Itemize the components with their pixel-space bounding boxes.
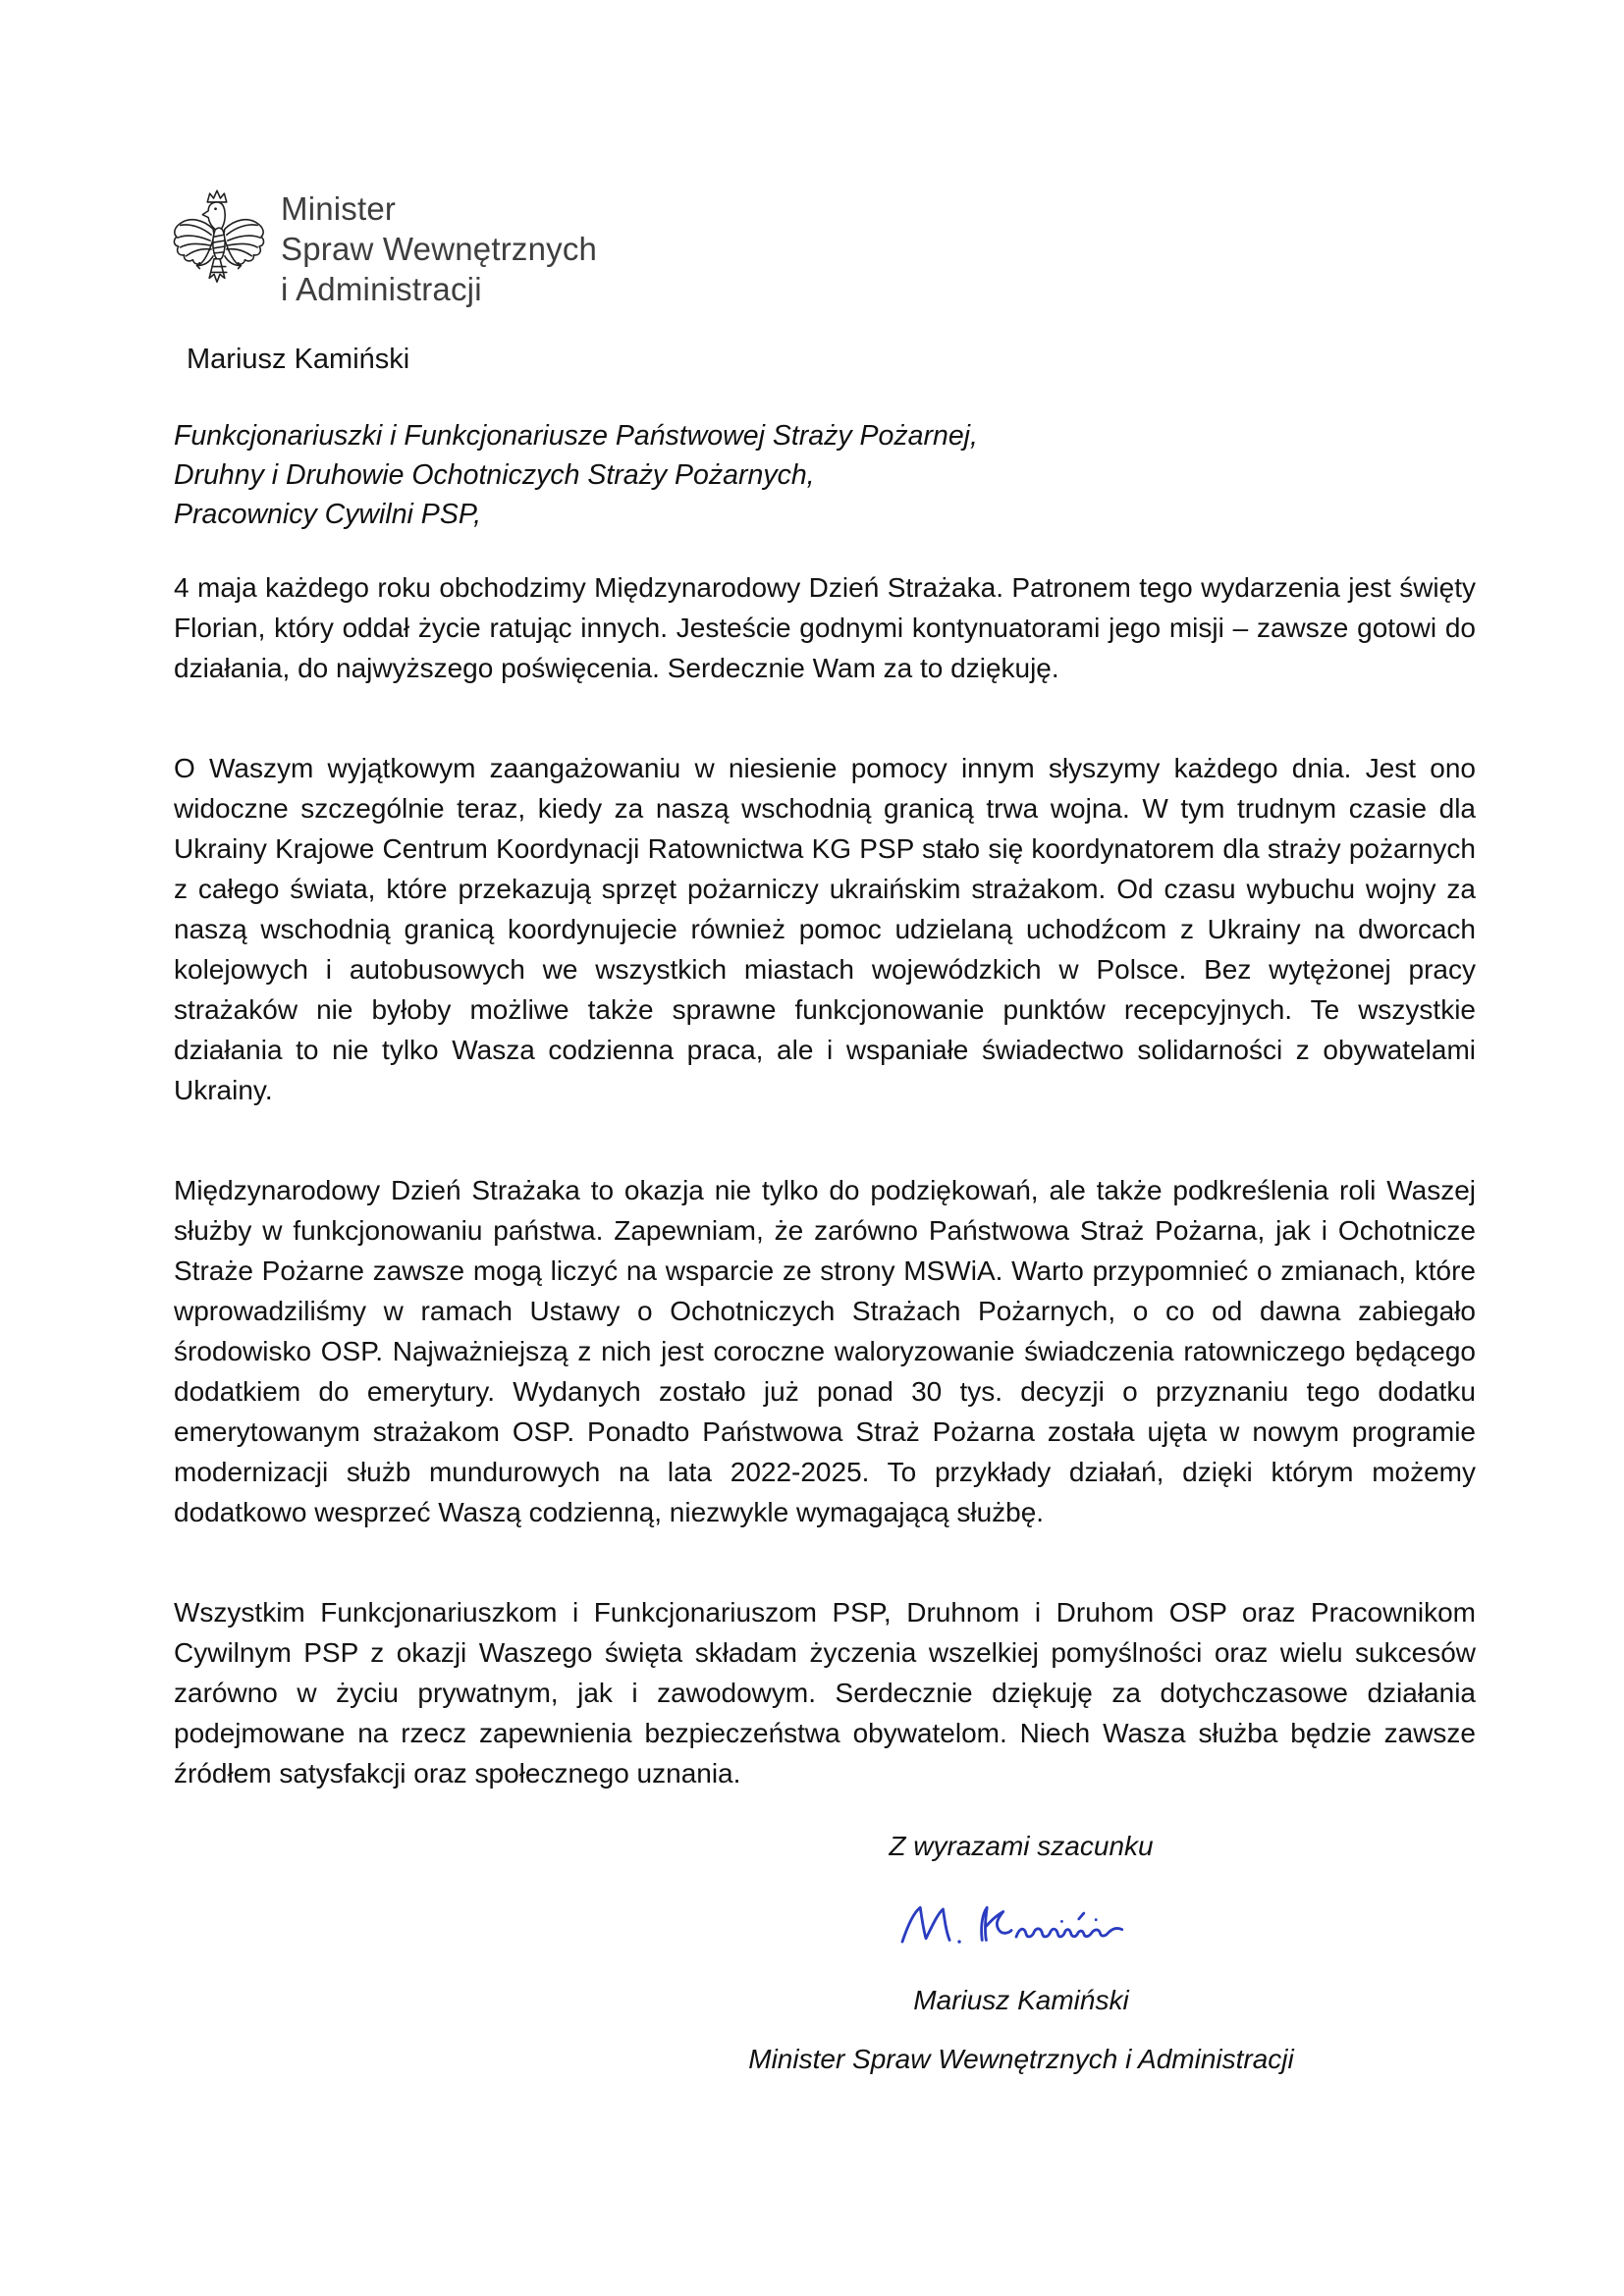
letter-body (174, 567, 1476, 1793)
closing-block (579, 1826, 1463, 2079)
minister-name: Mariusz Kamiński (187, 344, 410, 375)
salutation-line-3: Pracownicy Cywilni PSP, (174, 499, 482, 530)
handwritten-signature (579, 1899, 1463, 1956)
coat-of-arms-eagle-icon (169, 187, 265, 306)
signature-ink-icon (869, 1899, 1173, 1956)
signed-name: Mariusz Kamiński (913, 1985, 1129, 2015)
ministry-title-line-3: i Administracji (281, 271, 482, 307)
signed-title: Minister Spraw Wewnętrznych i Administracji (748, 2044, 1294, 2074)
ministry-title-line-2: Spraw Wewnętrznych (281, 231, 598, 267)
body-paragraph-1: 4 maja każdego roku obchodzimy Międzynarodowy Dzień Strażaka. Patronem tego wydarzenia jest święty Florian, który oddał życie ratując innych. Jesteście godnymi kontynuatorami jego misji – zawsze gotowi do działania, do najwyższego poświęcenia. Serdecznie Wam za to dziękuję. (174, 572, 1476, 683)
ministry-title-line-1: Minister (281, 190, 397, 227)
valediction: Z wyrazami szacunku (889, 1831, 1154, 1861)
body-paragraph-4: Wszystkim Funkcjonariuszkom i Funkcjonariuszom PSP, Druhnom i Druhom OSP oraz Pracownikom Cywilnym PSP z okazji Waszego święta składam życzenia wszelkiej pomyślności oraz wielu sukcesów zarówno w życiu prywatnym, jak i zawodowym. Serdecznie dziękuję za dotychczasowe działania podejmowane na rzecz zapewnienia bezpieczeństwa obywatelom. Niech Wasza służba będzie zawsze źródłem satysfakcji oraz społecznego uznania. (174, 1597, 1476, 1789)
body-paragraph-3: Międzynarodowy Dzień Strażaka to okazja nie tylko do podziękowań, ale także podkreślenia roli Waszej służby w funkcjonowaniu państwa. Zapewniam, że zarówno Państwowa Straż Pożarna, jak i Ochotnicze Straże Pożarne zawsze mogą liczyć na wsparcie ze strony MSWiA. Warto przypomnieć o zmianach, które wprowadziliśmy w ramach Ustawy o Ochotniczych Strażach Pożarnych, o co od dawna zabiegało środowisko OSP. Najważniejszą z nich jest coroczne waloryzowanie świadczenia ratowniczego będącego dodatkiem do emerytury. Wydanych zostało już ponad 30 tys. decyzji o przyznaniu tego dodatku emerytowanym strażakom OSP. Ponadto Państwowa Straż Pożarna została ujęta w nowym programie modernizacji służb mundurowych na lata 2022-2025. To przykłady działań, dzięki którym możemy dodatkowo wesprzeć Waszą codzienną, niezwykle wymagającą służbę. (174, 1175, 1476, 1527)
letterhead (169, 187, 597, 309)
salutation-line-1: Funkcjonariuszki i Funkcjonariusze Państwowej Straży Pożarnej, (174, 420, 978, 452)
salutation (174, 416, 1480, 534)
ministry-title (281, 187, 597, 309)
salutation-line-2: Druhny i Druhowie Ochotniczych Straży Pożarnych, (174, 459, 815, 491)
body-paragraph-2: O Waszym wyjątkowym zaangażowaniu w niesienie pomocy innym słyszymy każdego dnia. Jest ono widoczne szczególnie teraz, kiedy za naszą wschodnią granicą trwa wojna. W tym trudnym czasie dla Ukrainy Krajowe Centrum Koordynacji Ratownictwa KG PSP stało się koordynatorem dla straży pożarnych z całego świata, które przekazują sprzęt pożarniczy ukraińskim strażakom. Od czasu wybuchu wojny za naszą wschodnią granicą koordynujecie również pomoc udzielaną uchodźcom z Ukrainy na dworcach kolejowych i autobusowych we wszystkich miastach wojewódzkich w Polsce. Bez wytężonej pracy strażaków nie byłoby możliwe także sprawne funkcjonowanie punktów recepcyjnych. Te wszystkie działania to nie tylko Wasza codzienna praca, ale i wspaniałe świadectwo solidarności z obywatelami Ukrainy. (174, 753, 1476, 1105)
